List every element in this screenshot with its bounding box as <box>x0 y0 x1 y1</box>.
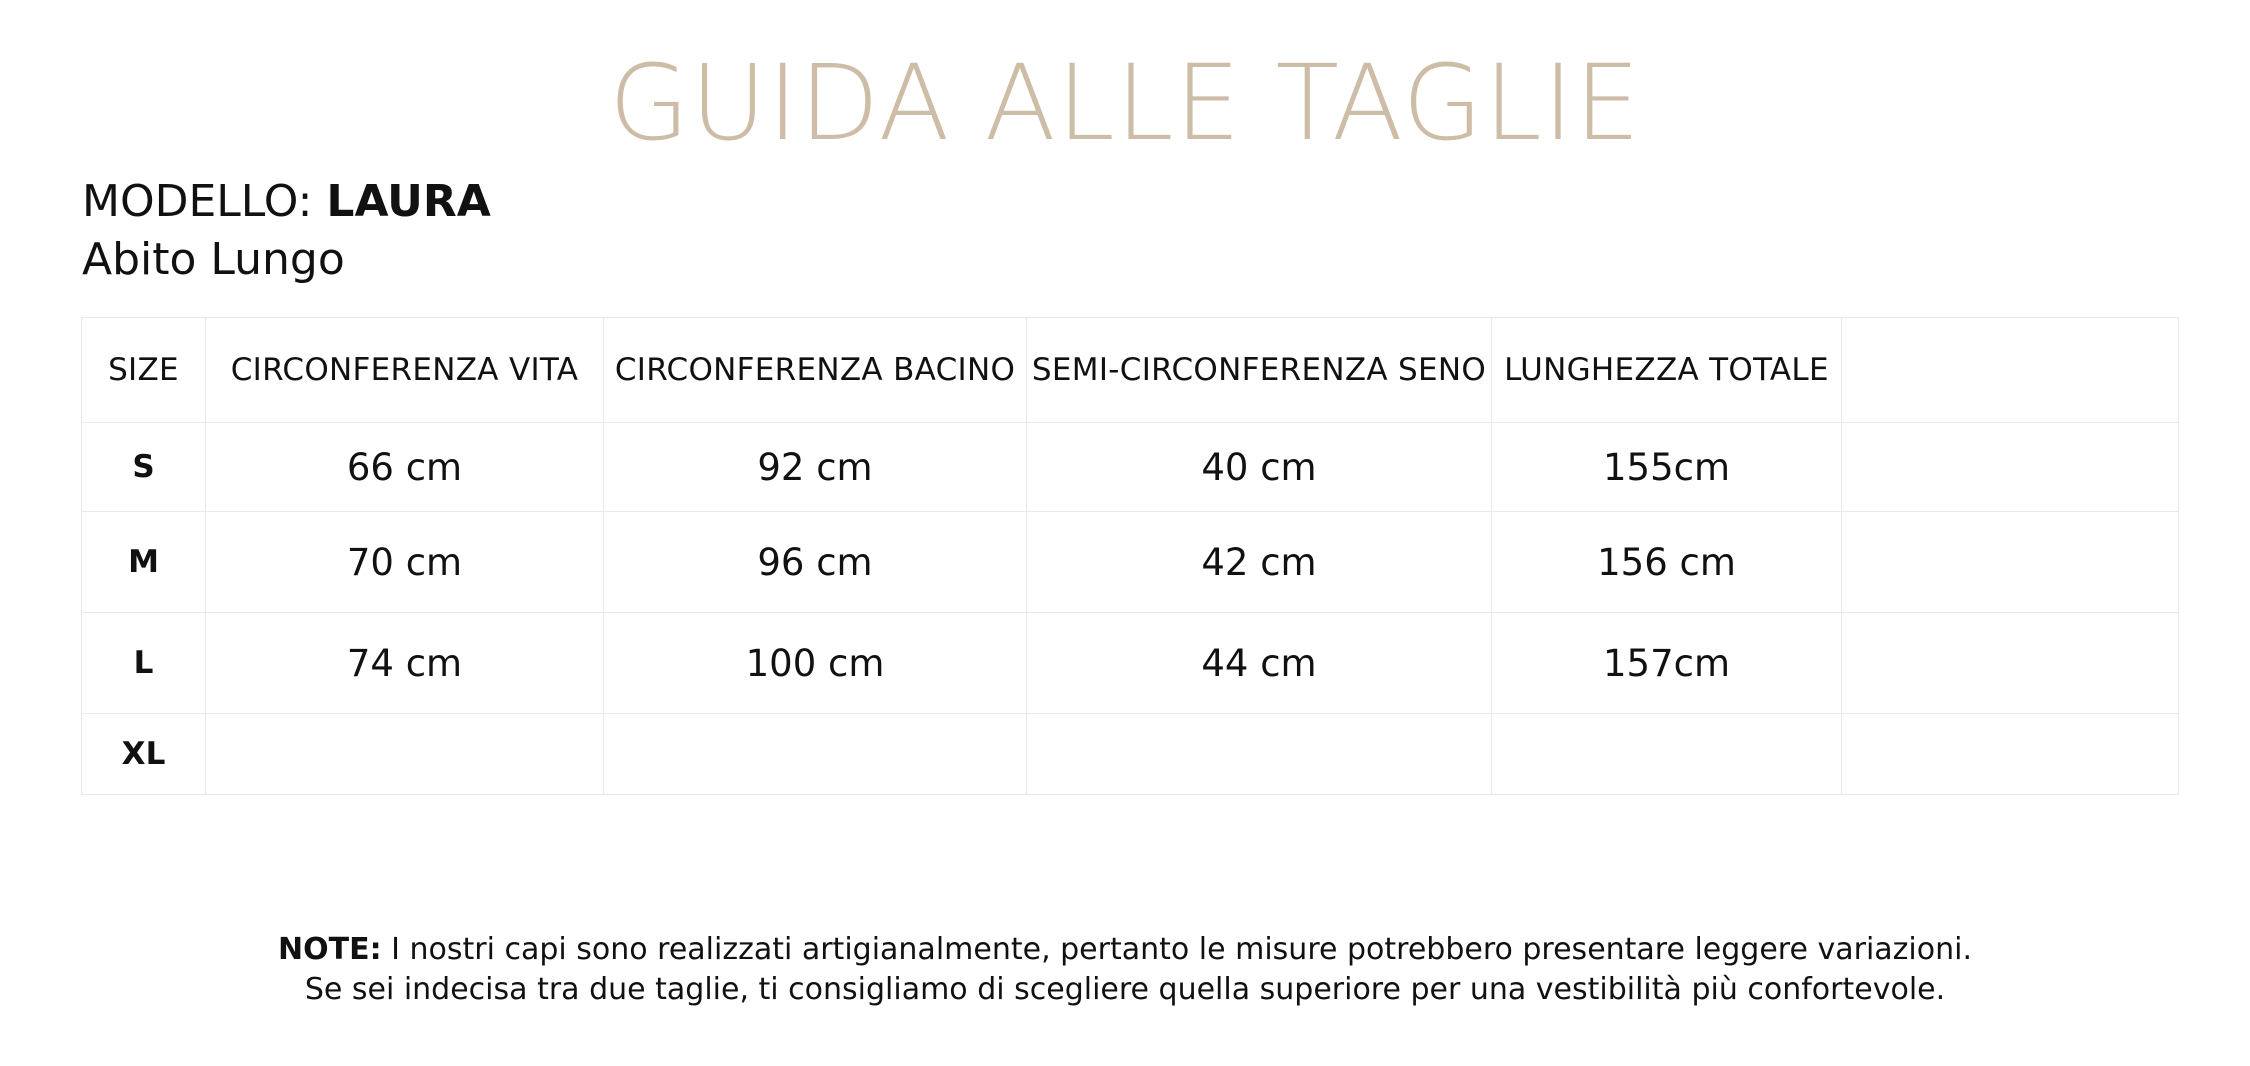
model-label: MODELLO: <box>82 176 313 227</box>
bacino-cell: 100 cm <box>604 613 1027 714</box>
model-line <box>82 176 491 229</box>
seno-cell: 44 cm <box>1027 613 1492 714</box>
seno-cell: 42 cm <box>1027 512 1492 613</box>
size-cell: M <box>82 512 206 613</box>
lunghezza-cell: 155cm <box>1492 423 1842 512</box>
vita-cell: 70 cm <box>206 512 604 613</box>
lunghezza-cell <box>1492 714 1842 795</box>
page-title: GUIDA ALLE TAGLIE <box>608 42 1642 164</box>
header-empty <box>1842 318 2179 423</box>
notes <box>0 930 2250 1010</box>
lunghezza-cell: 156 cm <box>1492 512 1842 613</box>
extra-cell <box>1842 512 2179 613</box>
lunghezza-cell: 157cm <box>1492 613 1842 714</box>
vita-cell: 66 cm <box>206 423 604 512</box>
bacino-cell: 92 cm <box>604 423 1027 512</box>
header-circonferenza-bacino: CIRCONFERENZA BACINO <box>604 318 1027 423</box>
bacino-cell <box>604 714 1027 795</box>
model-name: LAURA <box>326 176 491 227</box>
size-cell: L <box>82 613 206 714</box>
table-row <box>82 613 2179 714</box>
table-row <box>82 714 2179 795</box>
size-cell: S <box>82 423 206 512</box>
table-header-row <box>82 318 2179 423</box>
note-text-1: I nostri capi sono realizzati artigianalmente, pertanto le misure potrebbero presentare leggere variazioni. <box>381 932 1972 967</box>
note-line-2: Se sei indecisa tra due taglie, ti consigliamo di scegliere quella superiore per una vestibilità più confortevole. <box>304 972 1946 1007</box>
header-semi-circonferenza-seno: SEMI-CIRCONFERENZA SENO <box>1027 318 1492 423</box>
table-row <box>82 423 2179 512</box>
vita-cell: 74 cm <box>206 613 604 714</box>
seno-cell: 40 cm <box>1027 423 1492 512</box>
product-type: Abito Lungo <box>82 234 345 285</box>
size-table <box>81 317 2179 795</box>
extra-cell <box>1842 613 2179 714</box>
size-cell: XL <box>82 714 206 795</box>
bacino-cell: 96 cm <box>604 512 1027 613</box>
header-size: SIZE <box>82 318 206 423</box>
seno-cell <box>1027 714 1492 795</box>
extra-cell <box>1842 423 2179 512</box>
extra-cell <box>1842 714 2179 795</box>
vita-cell <box>206 714 604 795</box>
header-circonferenza-vita: CIRCONFERENZA VITA <box>206 318 604 423</box>
note-line-1 <box>0 930 2250 970</box>
table-row <box>82 512 2179 613</box>
header-lunghezza-totale: LUNGHEZZA TOTALE <box>1492 318 1842 423</box>
note-label: NOTE: <box>278 932 382 967</box>
